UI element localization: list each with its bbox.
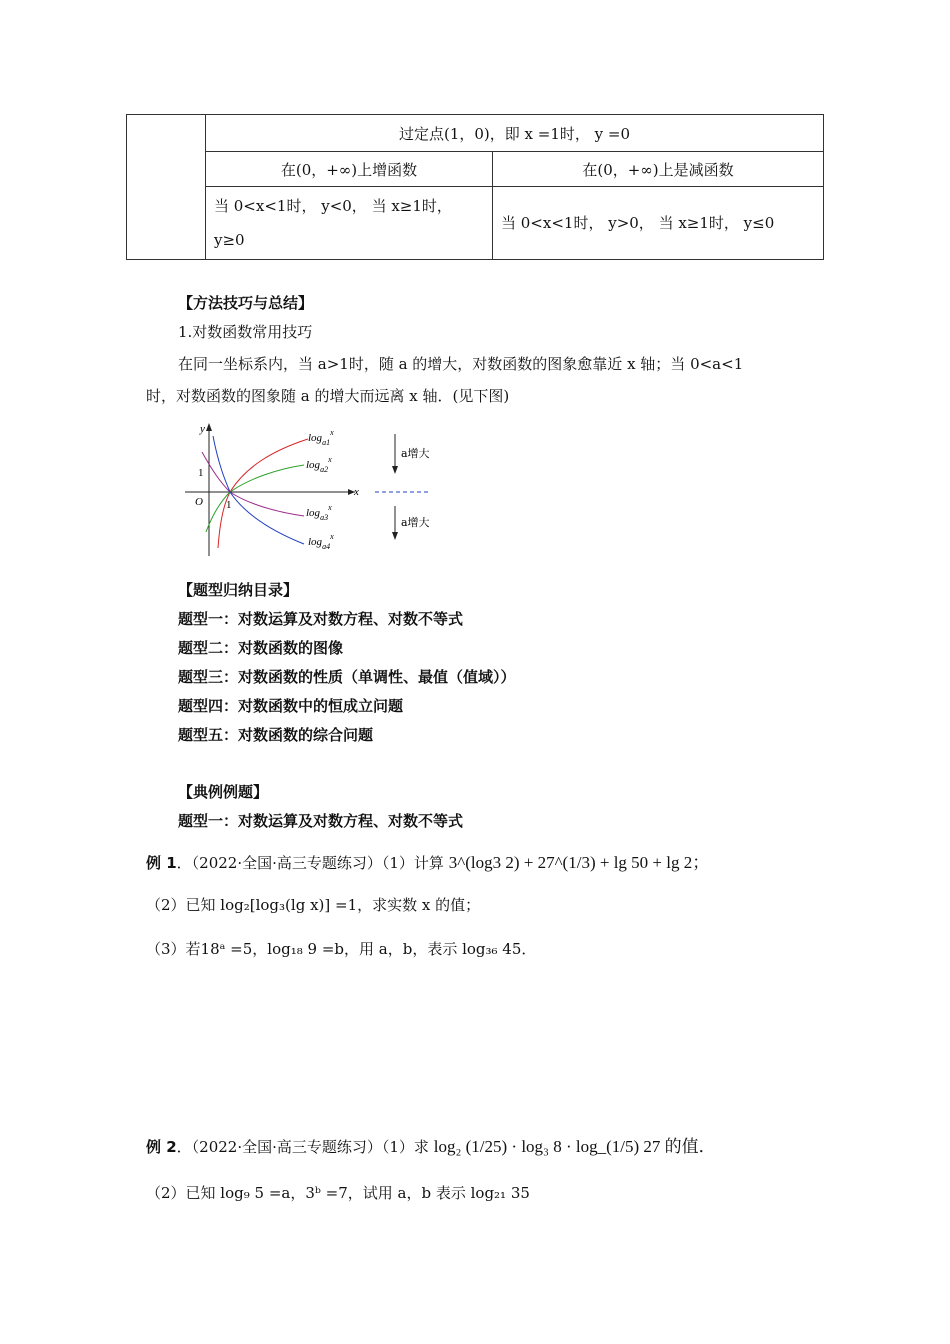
x-one-label: 1 [226,499,232,511]
example-2-source: ．（2022·全国·高三专题练习）（1）求 [176,1138,429,1156]
table-cell-sign-increasing: 当 0<x<1时， y<0， 当 x≥1时， y≥0 [206,187,493,260]
catalog-item-1: 题型一：对数运算及对数方程、对数不等式 [178,610,464,628]
example-2-expression: log₂ (1/25) · log₃ 8 · log_(1/5) 27 的值． [433,1137,716,1156]
example-1-part-2: （2）已知 log₂[log₃(lg x)] =1，求实数 x 的值； [146,896,481,914]
examples-heading: 【典例例题】 [178,783,269,801]
table-cell-decreasing: 在(0，+∞)上是减函数 [493,152,824,187]
example-2-label: 例 2 [146,1138,177,1156]
table-cell-sign-decreasing: 当 0<x<1时， y>0， 当 x≥1时， y≤0 [493,187,824,260]
example-1-label: 例 1 [146,854,177,872]
example-2-line [146,1132,716,1157]
arrow-top-label: a增大 [401,447,430,460]
curve-label-a3: $\log_{a3}^x$ [306,503,332,522]
catalog-item-4: 题型四：对数函数中的恒成立问题 [178,697,404,715]
y-one-label: 1 [198,467,204,479]
curve-log-a4 [213,436,304,544]
table-row-fixed-point: 过定点(1，0)，即 x =1时， y =0 [206,115,824,152]
curve-label-a1: $\log_{a1}^x$ [308,428,334,447]
curve-label-a2: $\log_{a2}^x$ [306,455,332,474]
table-blank-cell [127,115,206,260]
catalog-item-3: 题型三：对数函数的性质（单调性、最值（值域）） [178,668,516,686]
example-1-source: ．（2022·全国·高三专题练习）（1）计算 [176,854,444,872]
methods-heading: 【方法技巧与总结】 [178,294,314,312]
catalog-item-2: 题型二：对数函数的图像 [178,639,344,657]
table-cell-increasing: 在(0，+∞)上增函数 [206,152,493,187]
log-curves-graph [180,420,440,560]
methods-paragraph-line-2: 时，对数函数的图象随 a 的增大而远离 x 轴．(见下图) [146,387,510,405]
example-1-part-3: （3）若18ᵃ =5，log₁₈ 9 =b，用 a，b，表示 log₃₆ 45． [146,940,537,958]
catalog-heading: 【题型归纳目录】 [178,581,299,599]
y-axis-label: y [200,423,205,435]
arrow-top-down-icon [392,466,398,474]
examples-type1-heading: 题型一：对数运算及对数方程、对数不等式 [178,812,464,830]
origin-label: O [195,496,203,508]
example-1-expression: 3^(log3 2) + 27^(1/3) + lg 50 + lg 2； [448,853,710,872]
arrow-bottom-down-icon [392,532,398,540]
example-2-part-2: （2）已知 log₉ 5 =a，3ᵇ =7，试用 a，b 表示 log₂₁ 35 [146,1184,530,1202]
properties-table [126,114,824,260]
y-axis-arrow-icon [206,423,212,431]
curve-label-a4: $\log_{a4}^x$ [308,532,334,551]
x-axis-label: x [354,486,359,498]
example-1-line [146,848,709,873]
catalog-item-5: 题型五：对数函数的综合问题 [178,726,374,744]
curve-log-a3 [202,452,304,516]
arrow-bottom-label: a增大 [401,516,430,529]
methods-item-1: 1.对数函数常用技巧 [178,323,313,341]
methods-paragraph-line-1: 在同一坐标系内，当 a>1时，随 a 的增大，对数函数的图象愈靠近 x 轴；当 0<a<1 [178,355,744,373]
